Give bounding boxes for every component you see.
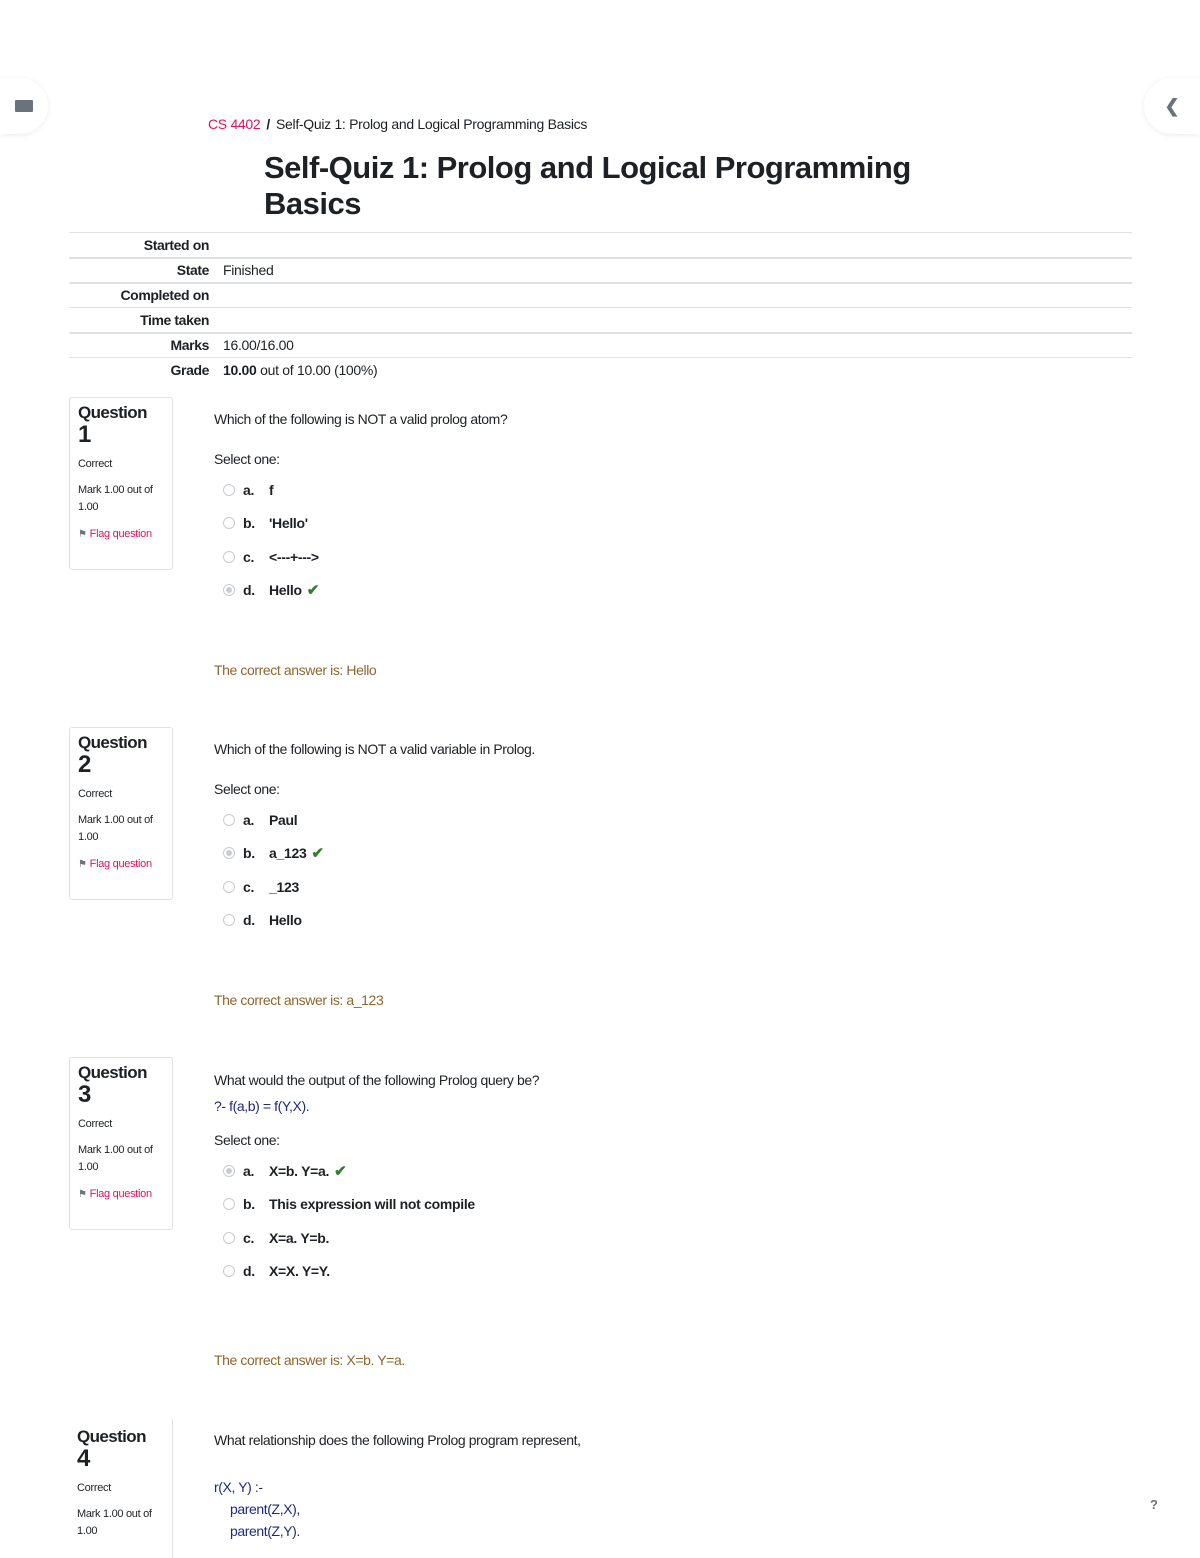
answer-option-b[interactable] [214,507,1114,541]
question-code [214,1476,1114,1542]
answer-option-a[interactable] [214,473,1114,507]
flag-question-label: Flag question [89,858,152,870]
flag-question-link[interactable] [78,526,164,543]
question-text: What would the output of the following Prolog query be? [214,1072,540,1088]
radio-button[interactable] [223,1265,235,1277]
help-icon[interactable]: ? [1150,1497,1158,1512]
summary-label: Marks [69,333,217,358]
chevron-left-icon: ❮ [1164,95,1180,116]
summary-value [217,233,1132,258]
flag-question-label: Flag question [89,1188,152,1200]
summary-row-completed-on [69,283,1132,308]
option-text: 'Hello' [269,515,308,532]
summary-label: Completed on [69,283,217,308]
grade-score: 10.00 [223,362,257,379]
flag-question-link[interactable] [78,1186,164,1203]
page-title: Self-Quiz 1: Prolog and Logical Programming Basics [264,150,911,221]
flag-icon: ⚑ [78,529,87,540]
summary-label: Grade [69,358,217,383]
option-text: f [269,481,274,498]
breadcrumb-course-link[interactable]: CS 4402 [208,116,261,132]
option-text: X=a. Y=b. [269,1229,330,1246]
question-code: ?- f(a,b) = f(Y,X). [214,1098,310,1114]
option-text: Paul [269,811,298,828]
answer-option-a[interactable] [214,1154,1114,1188]
question-content-4 [214,1432,1114,1542]
radio-button[interactable] [223,551,235,563]
grade-rest: out of 10.00 (100%) [256,362,378,379]
question-state: Correct [78,1118,112,1130]
radio-button-selected[interactable] [223,847,235,859]
summary-row-time-taken [69,308,1132,333]
flag-question-label: Flag question [89,528,152,540]
answer-option-c[interactable] [214,1221,1114,1255]
summary-value: 16.00/16.00 [217,333,1132,358]
option-letter: a. [243,811,255,828]
summary-value [217,358,1132,383]
radio-button[interactable] [223,1232,235,1244]
question-mark: Mark 1.00 out of 1.00 [77,1508,152,1537]
answer-option-d[interactable] [214,904,1114,938]
question-info-1 [69,397,173,570]
question-info-3 [69,1057,173,1230]
summary-row-marks [69,333,1132,358]
question-number: 3 [78,1081,92,1108]
summary-label: Time taken [69,308,217,333]
question-content-2 [214,741,1114,937]
question-mark: Mark 1.00 out of 1.00 [78,484,153,513]
answer-option-a[interactable] [214,803,1114,837]
question-info-2 [69,727,173,900]
answer-option-b[interactable] [214,1188,1114,1222]
option-letter: a. [243,1162,255,1179]
menu-icon [15,100,33,112]
option-letter: c. [243,548,255,565]
drawer-toggle-button[interactable] [0,78,48,134]
radio-button[interactable] [223,517,235,529]
option-text: X=b. Y=a. [269,1162,330,1179]
radio-button[interactable] [223,1198,235,1210]
question-mark: Mark 1.00 out of 1.00 [78,1144,153,1173]
breadcrumb-separator: / [266,116,270,132]
radio-button-selected[interactable] [223,1165,235,1177]
option-letter: d. [243,1263,255,1280]
question-mark: Mark 1.00 out of 1.00 [78,814,153,843]
summary-value: Finished [217,258,1132,283]
summary-row-state [69,258,1132,283]
select-one-label: Select one: [214,781,280,797]
option-text: <---+---> [269,548,319,565]
code-line: r(X, Y) :- [214,1479,263,1495]
correct-answer-feedback: The correct answer is: a_123 [214,992,384,1008]
code-line: parent(Z,Y). [230,1523,300,1539]
answer-option-c[interactable] [214,870,1114,904]
checkmark-icon: ✔ [306,582,320,600]
question-text: What relationship does the following Prolog program represent, [214,1432,581,1448]
question-text: Which of the following is NOT a valid variable in Prolog. [214,741,535,757]
question-content-1 [214,411,1114,607]
answer-option-d[interactable] [214,1255,1114,1289]
question-number: 1 [78,421,92,448]
option-letter: c. [243,1229,255,1246]
question-label: Question [78,733,147,752]
flag-question-link[interactable] [78,856,164,873]
summary-label: Started on [69,233,217,258]
option-letter: b. [243,1196,255,1213]
select-one-label: Select one: [214,1132,280,1148]
question-content-3 [214,1072,1114,1288]
radio-button[interactable] [223,484,235,496]
correct-answer-feedback: The correct answer is: Hello [214,662,377,678]
correct-answer-feedback: The correct answer is: X=b. Y=a. [214,1352,405,1368]
summary-row-started-on [69,233,1132,258]
answer-options [214,803,1114,937]
breadcrumb [208,116,587,132]
right-drawer-toggle-button[interactable] [1144,78,1200,134]
flag-icon: ⚑ [78,1189,87,1200]
question-label: Question [77,1427,146,1446]
option-text: X=X. Y=Y. [269,1263,330,1280]
question-state: Correct [78,788,112,800]
option-text: Hello [269,912,302,929]
option-text: This expression will not compile [269,1196,475,1213]
option-text: a_123 [269,845,307,862]
option-letter: b. [243,515,255,532]
question-number: 2 [78,751,92,778]
summary-label: State [69,258,217,283]
summary-row-grade [69,358,1132,383]
answer-options [214,473,1114,607]
option-text: Hello [269,582,302,599]
question-info-4 [69,1418,173,1558]
summary-value [217,308,1132,333]
question-number: 4 [77,1445,91,1472]
option-letter: d. [243,582,255,599]
option-text: _123 [269,878,299,895]
quiz-summary-table [69,232,1132,383]
option-letter: c. [243,878,255,895]
summary-value [217,283,1132,308]
answer-option-b[interactable] [214,837,1114,871]
question-text: Which of the following is NOT a valid prolog atom? [214,411,508,427]
breadcrumb-current: Self-Quiz 1: Prolog and Logical Programming Basics [275,116,588,132]
question-label: Question [78,1063,147,1082]
flag-icon: ⚑ [78,859,87,870]
option-letter: a. [243,481,255,498]
option-letter: d. [243,912,255,929]
question-state: Correct [78,458,112,470]
radio-button[interactable] [223,914,235,926]
answer-option-d[interactable] [214,574,1114,608]
answer-options [214,1154,1114,1288]
question-state: Correct [77,1482,111,1494]
answer-option-c[interactable] [214,540,1114,574]
code-line: parent(Z,X), [230,1501,300,1517]
checkmark-icon: ✔ [311,845,324,863]
select-one-label: Select one: [214,451,280,467]
radio-button[interactable] [223,881,235,893]
radio-button[interactable] [223,814,235,826]
checkmark-icon: ✔ [334,1162,347,1180]
question-label: Question [78,403,147,422]
radio-button-selected[interactable] [223,584,235,596]
option-letter: b. [243,845,255,862]
